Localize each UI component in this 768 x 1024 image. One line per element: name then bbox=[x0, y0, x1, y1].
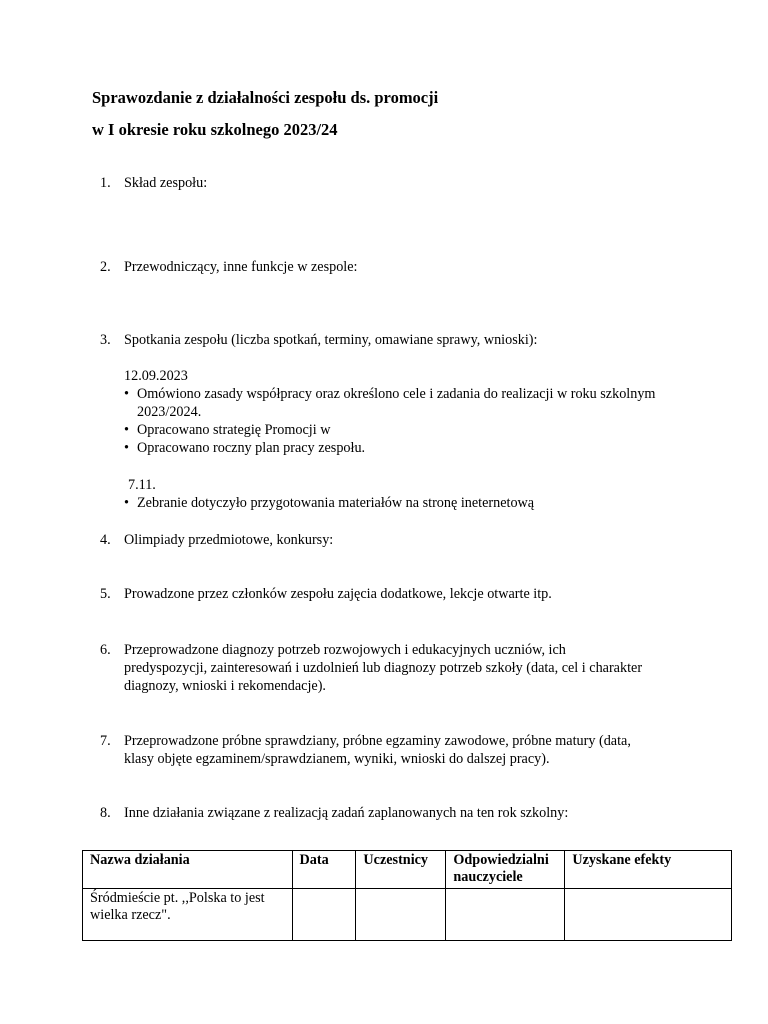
table-cell-results bbox=[565, 889, 732, 941]
section-8 bbox=[100, 804, 660, 822]
column-header-participants: Uczestnicy bbox=[356, 851, 446, 889]
table-cell-date bbox=[292, 889, 356, 941]
section-text: Przewodniczący, inne funkcje w zespole: bbox=[124, 259, 358, 275]
column-header-responsible-teachers: Odpowiedzialni nauczyciele bbox=[446, 851, 565, 889]
meeting-bullet bbox=[124, 494, 664, 512]
bullet-glyph: • bbox=[124, 440, 129, 456]
bullet-glyph: • bbox=[124, 422, 129, 438]
section-text: Spotkania zespołu (liczba spotkań, terminy, omawiane sprawy, wnioski): bbox=[124, 332, 538, 348]
section-text: Przeprowadzone próbne sprawdziany, próbne egzaminy zawodowe, próbne matury (data, klasy objęte egzaminem/sprawdzianem, wyniki, wnioski do dalszej pracy). bbox=[124, 733, 631, 767]
table-cell-participants bbox=[356, 889, 446, 941]
section-4 bbox=[100, 531, 660, 549]
document-title: Sprawozdanie z działalności zespołu ds. promocji bbox=[92, 88, 439, 107]
section-1 bbox=[100, 174, 660, 192]
section-number: 5. bbox=[100, 586, 111, 602]
meeting-date: 12.09.2023 bbox=[124, 368, 188, 384]
meeting-bullet bbox=[124, 385, 664, 421]
section-text: Inne działania związane z realizacją zadań zaplanowanych na ten rok szkolny: bbox=[124, 805, 569, 821]
section-2 bbox=[100, 258, 660, 276]
table-header-row bbox=[83, 851, 732, 889]
section-number: 3. bbox=[100, 332, 111, 348]
section-text: Olimpiady przedmiotowe, konkursy: bbox=[124, 532, 334, 548]
table-cell-responsible-teachers bbox=[446, 889, 565, 941]
section-number: 4. bbox=[100, 532, 111, 548]
meeting-bullet bbox=[124, 421, 664, 439]
bullet-text: Opracowano roczny plan pracy zespołu. bbox=[137, 440, 366, 456]
section-number: 6. bbox=[100, 642, 111, 658]
meeting-date: 7.11. bbox=[128, 477, 156, 493]
section-number: 2. bbox=[100, 259, 111, 275]
bullet-text: Omówiono zasady współpracy oraz określono cele i zadania do realizacji w roku szkolnym 2023/2024. bbox=[137, 386, 656, 420]
section-number: 7. bbox=[100, 733, 111, 749]
section-text: Przeprowadzone diagnozy potrzeb rozwojowych i edukacyjnych uczniów, ich predyspozycji, zainteresowań i uzdolnień lub diagnozy potrzeb szkoły (data, cel i charakter diagnozy, wnioski i rekomendacje). bbox=[124, 642, 643, 694]
table-row bbox=[83, 889, 732, 941]
column-header-results: Uzyskane efekty bbox=[565, 851, 732, 889]
column-header-activity-name: Nazwa działania bbox=[83, 851, 293, 889]
bullet-text: Zebranie dotyczyło przygotowania materiałów na stronę ineternetową bbox=[137, 495, 535, 511]
bullet-glyph: • bbox=[124, 386, 129, 402]
table-cell-activity-name: Śródmieście pt. ,,Polska to jest wielka rzecz". bbox=[83, 889, 293, 941]
activities-table bbox=[82, 850, 732, 941]
column-header-date: Data bbox=[292, 851, 356, 889]
bullet-text: Opracowano strategię Promocji w bbox=[137, 422, 331, 438]
bullet-glyph: • bbox=[124, 495, 129, 511]
meeting-bullet bbox=[124, 439, 664, 457]
document-subtitle: w I okresie roku szkolnego 2023/24 bbox=[92, 120, 338, 139]
section-7 bbox=[100, 732, 650, 768]
section-number: 8. bbox=[100, 805, 111, 821]
section-text: Skład zespołu: bbox=[124, 175, 208, 191]
section-3 bbox=[100, 331, 660, 349]
section-text: Prowadzone przez członków zespołu zajęcia dodatkowe, lekcje otwarte itp. bbox=[124, 586, 552, 602]
section-number: 1. bbox=[100, 175, 111, 191]
section-6 bbox=[100, 641, 650, 695]
section-5 bbox=[100, 585, 660, 603]
